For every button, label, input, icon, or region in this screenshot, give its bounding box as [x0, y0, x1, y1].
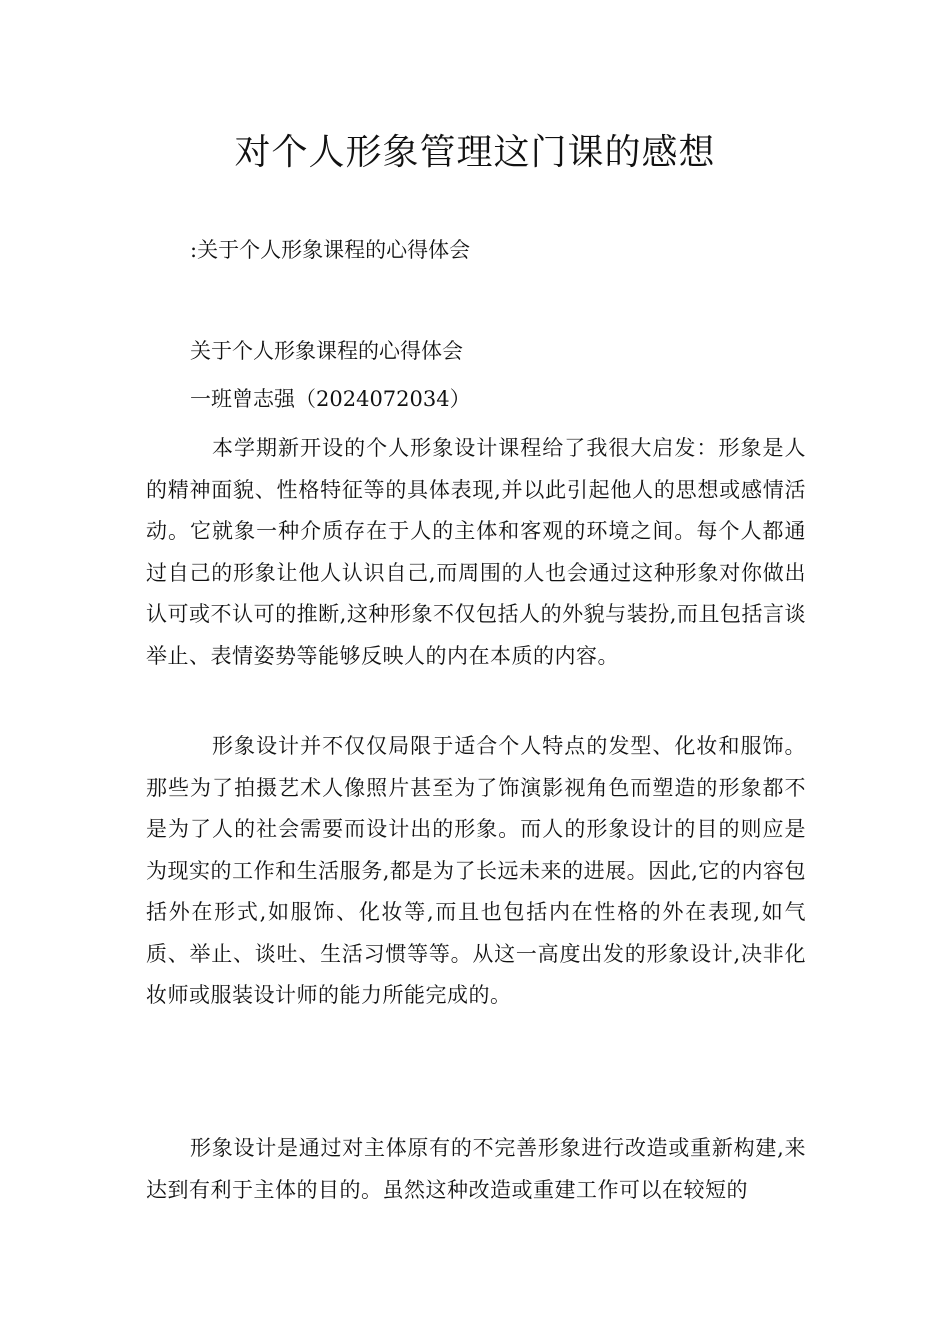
body-paragraph-2: 形象设计并不仅仅局限于适合个人特点的发型、化妆和服饰。那些为了拍摄艺术人像照片甚至为了饰演影视角色而塑造的形象都不是为了人的社会需要而设计出的形象。而人的形象设计的目的则应是为现实的工作和生活服务,都是为了长远未来的进展。因此,它的内容包括外在形式,如服饰、化妆等,而且也包括内在性格的外在表现,如气质、举止、谈吐、生活习惯等等。从这一高度出发的形象设计,决非化妆师或服装设计师的能力所能完成的。: [146, 734, 806, 1007]
page-title: 对个人形象管理这门课的感想: [234, 132, 716, 173]
author-line: 一班曾志强（2024072034）: [190, 387, 471, 411]
document-subtitle: :关于个人形象课程的心得体会: [190, 238, 471, 262]
body-paragraph-3: 形象设计是通过对主体原有的不完善形象进行改造或重新构建,来达到有利于主体的目的。虽然这种改造或重建工作可以在较短的: [146, 1136, 806, 1202]
body-paragraph-1: 本学期新开设的个人形象设计课程给了我很大启发：形象是人的精神面貌、性格特征等的具体表现,并以此引起他人的思想或感情活动。它就象一种介质存在于人的主体和客观的环境之间。每个人都通过自己的形象让他人认识自己,而周围的人也会通过这种形象对你做出认可或不认可的推断,这种形象不仅包括人的外貌与装扮,而且包括言谈举止、表情姿势等能够反映人的内在本质的内容。: [146, 436, 806, 668]
section-heading: 关于个人形象课程的心得体会: [190, 339, 463, 363]
